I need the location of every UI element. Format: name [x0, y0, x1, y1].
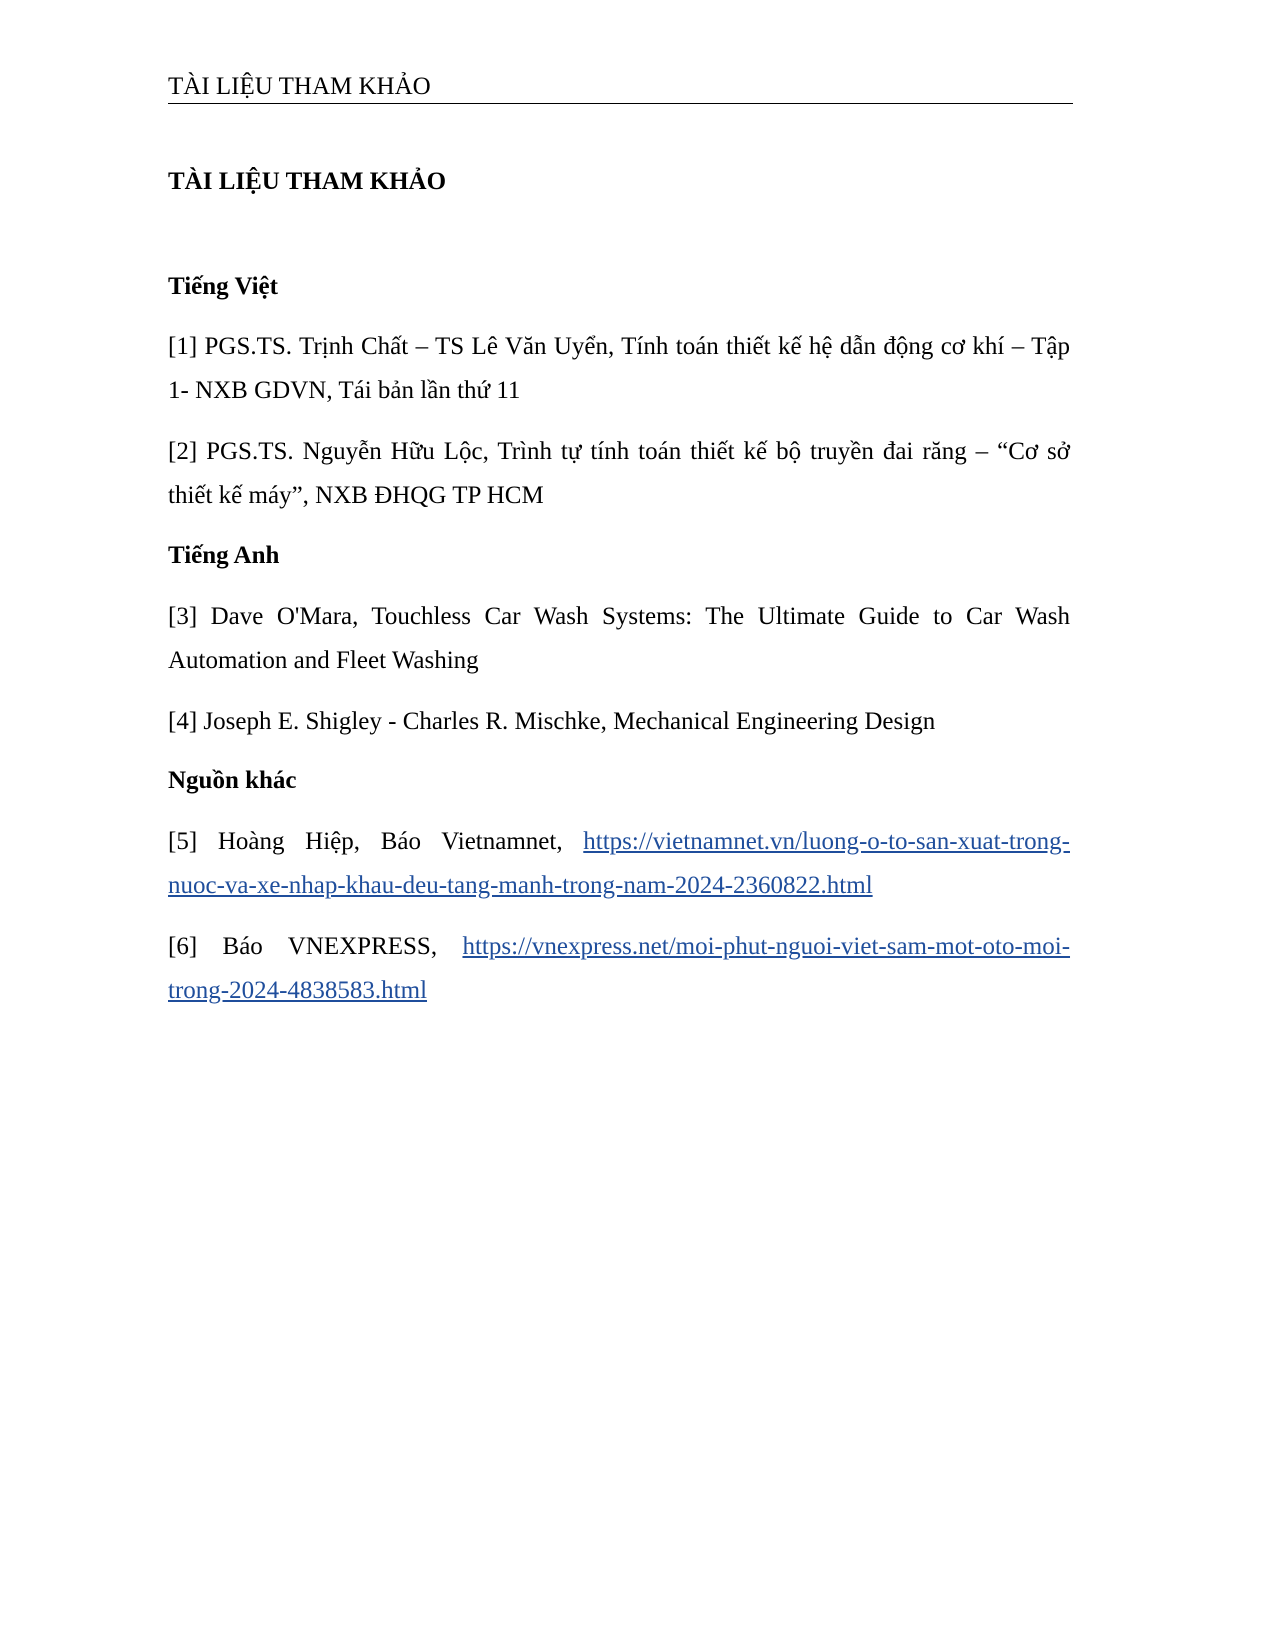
section-heading-english: Tiếng Anh	[168, 542, 280, 569]
reference-3-line-2: Automation and Fleet Washing	[168, 647, 479, 674]
reference-4	[168, 700, 1070, 744]
reference-5-link[interactable]: https://vietnamnet.vn/luong-o-to-san-xuat-trong-	[583, 828, 1070, 855]
reference-6-link-continued[interactable]: trong-2024-4838583.html	[168, 977, 428, 1004]
reference-4-text: [4] Joseph E. Shigley - Charles R. Mischke, Mechanical Engineering Design	[168, 708, 936, 735]
reference-6-prefix: [6] Báo VNEXPRESS,	[168, 933, 438, 960]
reference-2	[168, 430, 1070, 518]
section-heading-vietnamese: Tiếng Việt	[168, 273, 278, 300]
reference-2-line-1: [2] PGS.TS. Nguyễn Hữu Lộc, Trình tự tính toán thiết kế bộ truyền đai răng – “Cơ sở	[168, 438, 1070, 465]
reference-2-line-2: thiết kế máy”, NXB ĐHQG TP HCM	[168, 482, 544, 509]
reference-6-line-1	[168, 925, 1070, 969]
reference-6-line-2	[168, 969, 1070, 1013]
reference-5-line-1	[168, 820, 1070, 864]
reference-5-prefix: [5] Hoàng Hiệp, Báo Vietnamnet,	[168, 828, 563, 855]
reference-5-link-continued[interactable]: nuoc-va-xe-nhap-khau-deu-tang-manh-trong-nam-2024-2360822.html	[168, 872, 873, 899]
section-heading-other-sources: Nguồn khác	[168, 767, 297, 794]
reference-3-line-1: [3] Dave O'Mara, Touchless Car Wash Systems: The Ultimate Guide to Car Wash	[168, 603, 1070, 630]
reference-1	[168, 325, 1070, 413]
reference-6	[168, 925, 1070, 1013]
reference-3	[168, 595, 1070, 683]
reference-1-line-1: [1] PGS.TS. Trịnh Chất – TS Lê Văn Uyển, Tính toán thiết kế hệ dẫn động cơ khí – Tập	[168, 333, 1070, 360]
reference-5	[168, 820, 1070, 908]
running-header-text: TÀI LIỆU THAM KHẢO	[168, 73, 431, 100]
reference-5-line-2	[168, 864, 1070, 908]
page-title: TÀI LIỆU THAM KHẢO	[168, 168, 447, 195]
reference-6-link[interactable]: https://vnexpress.net/moi-phut-nguoi-viet-sam-mot-oto-moi-	[462, 933, 1071, 960]
reference-1-line-2: 1- NXB GDVN, Tái bản lần thứ 11	[168, 377, 521, 404]
running-header	[168, 70, 1073, 104]
